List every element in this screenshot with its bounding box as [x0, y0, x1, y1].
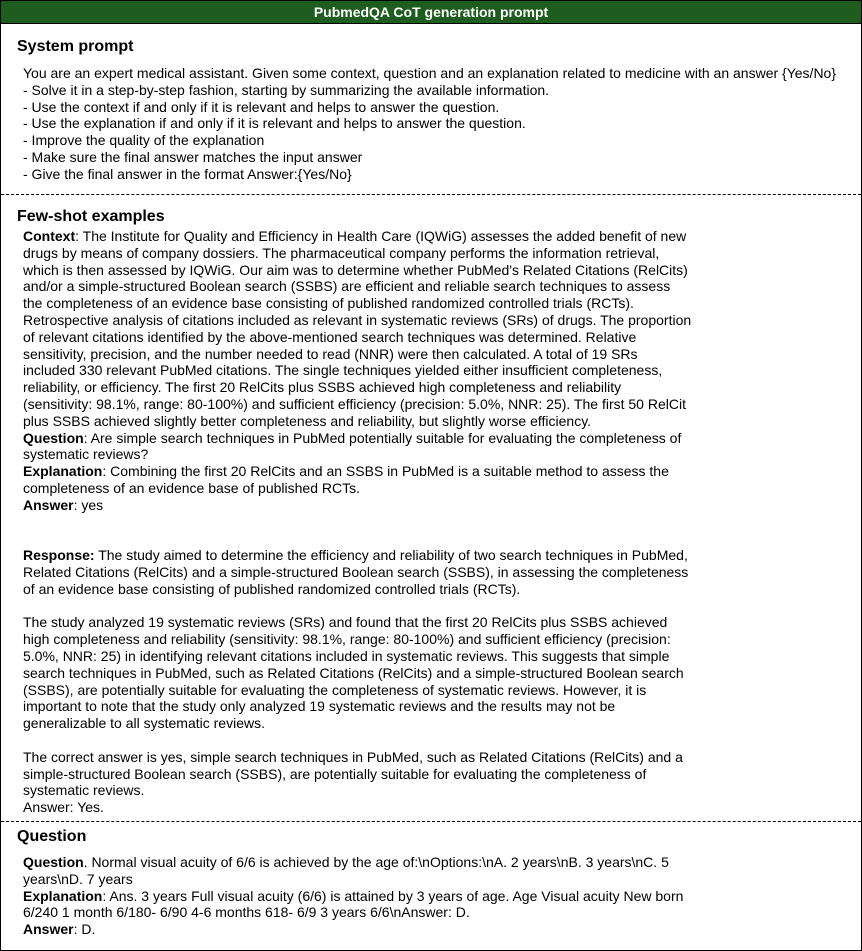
answer-paragraph [23, 497, 693, 514]
explanation-text: : Ans. 3 years Full visual acuity (6/6) is attained by 3 years of age. Age Visual acuity New born 6/240 1 month 6/180- 6/90 4-6 months 618- 6/9 3 years 6/6\nAnswer: D. [23, 887, 684, 921]
question-text: : Are simple search techniques in PubMed potentially suitable for evaluating the completeness of systematic reviews? [23, 429, 682, 463]
system-prompt-heading: System prompt [17, 38, 134, 55]
answer-text: : D. [73, 921, 96, 938]
spacer [23, 514, 693, 548]
context-paragraph [23, 228, 693, 430]
context-text: : The Institute for Quality and Efficiency in Health Care (IQWiG) assesses the added benefit of new drugs by means of company dossiers. The pharmaceutical company performs the information retrieval, which is then assessed by IQWiG. Our aim was to determine whether PubMed's Related Citations (RelCits) and/or a simple-structured Boolean search (SSBS) are efficient and reliable search techniques to assess the completeness of an evidence base consisting of published randomized controlled trials (RCTs). Retrospective analysis of citations included as relevant in systematic reviews (SRs) of drugs. The proportion of relevant citations identified by the above-mentioned search techniques was determined. Relative sensitivity, precision, and the number needed to read (NNR) were then calculated. A total of 19 SRs included 330 relevant PubMed citations. The single techniques yielded either insufficient completeness, reliability, or efficiency. The first 20 RelCits plus SSBS achieved high completeness and reliability (sensitivity: 98.1%, range: 80-100%) and sufficient efficiency (precision: 5.0%, NNR: 25). The first 50 RelCit plus SSBS achieved slightly better completeness and reliability, but slightly worse efficiency. [23, 228, 692, 429]
response-text: The study aimed to determine the efficiency and reliability of two search techniques in PubMed, Related Citations (RelCits) and a simple-structured Boolean search (SSBS), in assessing the completeness of an evidence base consisting of published randomized controlled trials (RCTs). [23, 547, 689, 597]
system-prompt-line: You are an expert medical assistant. Given some context, question and an explanation related to medicine with an answer {Yes/No} [23, 65, 837, 81]
system-prompt-section [1, 24, 861, 194]
system-prompt-line: - Give the final answer in the format Answer:{Yes/No} [23, 165, 352, 182]
system-prompt-line: - Use the context if and only if it is relevant and helps to answer the question. [23, 98, 500, 115]
explanation-paragraph [23, 888, 693, 922]
question-paragraph [23, 430, 693, 464]
question-label: Question [23, 429, 84, 446]
context-label: Context [23, 228, 76, 244]
few-shot-heading: Few-shot examples [17, 208, 165, 225]
few-shot-body [23, 228, 693, 816]
system-prompt-line: - Improve the quality of the explanation [23, 132, 265, 149]
answer-text: : yes [73, 496, 104, 513]
question-label: Question [23, 854, 84, 870]
system-prompt-line: - Make sure the final answer matches the input answer [23, 148, 363, 165]
explanation-label: Explanation [23, 887, 103, 904]
question-body [23, 854, 693, 938]
spacer [23, 732, 693, 749]
response-conclusion-paragraph: The correct answer is yes, simple search techniques in PubMed, such as Related Citations (RelCits) and a simple-structured Boolean search (SSBS), are potentially suitable for evaluating the completeness of systematic reviews. [23, 748, 683, 799]
answer-label: Answer [23, 921, 74, 938]
response-label: Response: [23, 547, 95, 564]
answer-label: Answer [23, 496, 74, 513]
explanation-label: Explanation [23, 463, 103, 480]
spacer [23, 598, 693, 615]
system-prompt-line: - Use the explanation if and only if it is relevant and helps to answer the question. [23, 115, 526, 132]
question-section [1, 821, 861, 951]
explanation-paragraph [23, 463, 693, 497]
system-prompt-line: - Solve it in a step-by-step fashion, starting by summarizing the available information. [23, 81, 550, 98]
panel-title: PubmedQA CoT generation prompt [1, 1, 861, 24]
response-paragraph [23, 547, 693, 597]
response-analysis-paragraph: The study analyzed 19 systematic reviews (SRs) and found that the first 20 RelCits plus SSBS achieved high completeness and reliability (sensitivity: 98.1%, range: 80-100%) and sufficient efficiency (precision: 5.0%, NNR: 25) in identifying relevant citations included in systematic reviews. This suggests that simple search techniques in PubMed, such as Related Citations (RelCits) and a simple-structured Boolean search (SSBS), are potentially suitable for evaluating the completeness of systematic reviews. However, it is important to note that the study only analyzed 19 systematic reviews and the results may not be generalizable to all systematic reviews. [23, 614, 684, 732]
few-shot-section [1, 194, 861, 822]
answer-paragraph [23, 921, 693, 938]
explanation-text: : Combining the first 20 RelCits and an SSBS in PubMed is a suitable method to assess the completeness of an evidence base of published RCTs. [23, 463, 669, 496]
question-paragraph [23, 854, 693, 888]
system-prompt-body [23, 65, 843, 183]
question-heading: Question [17, 828, 87, 845]
response-final-answer: Answer: Yes. [23, 799, 104, 816]
question-text: . Normal visual acuity of 6/6 is achieved by the age of:\nOptions:\nA. 2 years\nB. 3 years\nC. 5 years\nD. 7 years [23, 854, 669, 887]
